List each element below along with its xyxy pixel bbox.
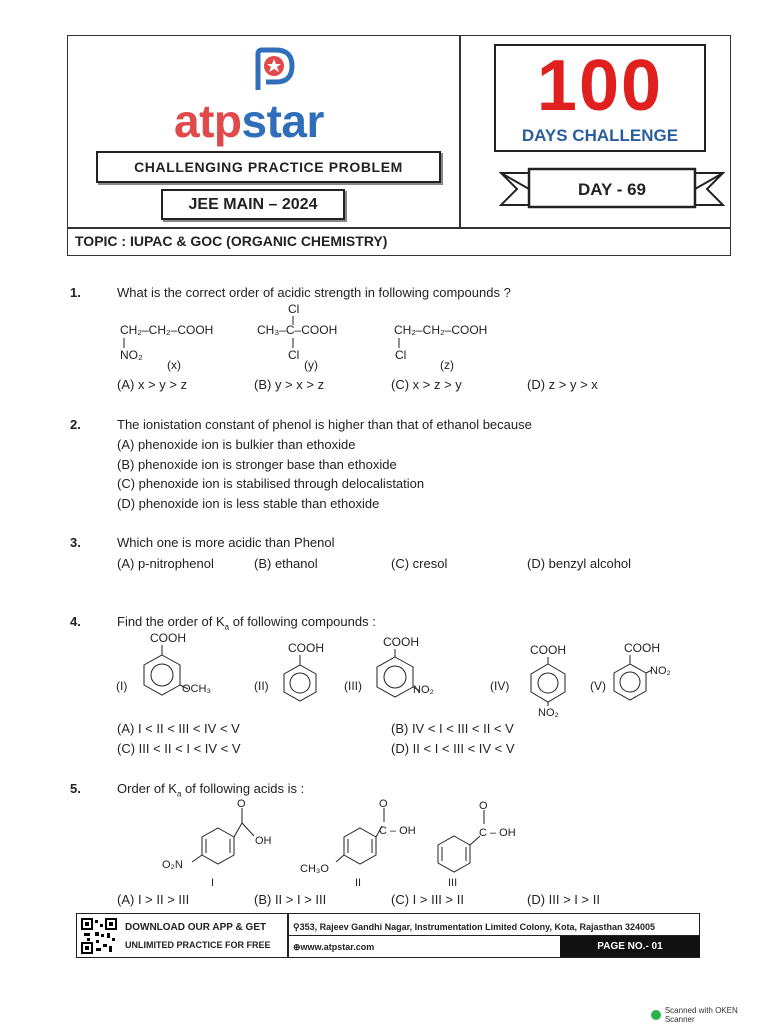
question-text: Find the order of $K_a$ of following compounds : xyxy=(117,614,376,632)
logo-icon xyxy=(246,46,296,98)
option: (A) p-nitrophenol xyxy=(117,556,214,571)
option: (C) phenoxide ion is stabilised through delocalistation xyxy=(117,476,425,491)
structure-label: (II) xyxy=(254,679,269,693)
challenge-box xyxy=(494,44,706,152)
structure-label: (V) xyxy=(590,679,606,693)
footer-address: ⚲353, Rajeev Gandhi Nagar, Instrumentation Limited Colony, Kota, Rajasthan 324005 xyxy=(293,922,656,932)
q5-structures xyxy=(150,796,570,888)
structure-label: (z) xyxy=(440,358,454,372)
option: (C) cresol xyxy=(391,556,448,571)
page-number: PAGE NO.- 01 xyxy=(560,936,700,957)
day-label: DAY - 69 xyxy=(577,180,647,199)
structure-substituent: NO₂ xyxy=(650,665,671,677)
question-number: 1. xyxy=(70,285,81,300)
question-text: What is the correct order of acidic strength in following compounds ? xyxy=(117,285,511,300)
structure-substituent: Cl xyxy=(395,348,407,362)
q4-structures xyxy=(110,630,690,720)
structure-top: COOH xyxy=(383,635,419,649)
option: (A) phenoxide ion is bulkier than ethoxide xyxy=(117,437,356,452)
option: (D) benzyl alcohol xyxy=(527,556,632,571)
structure-top: COOH xyxy=(150,631,186,645)
option: (D) phenoxide ion is less stable than ethoxide xyxy=(117,496,380,511)
structure-substituent: NO₂ xyxy=(120,348,143,362)
option: (B) ethanol xyxy=(254,556,318,571)
option: (C) I > III > II xyxy=(391,892,464,907)
structure-substituent: CH₃O xyxy=(300,863,329,875)
structure-label: (III) xyxy=(344,679,362,693)
structure-substituent: O₂N xyxy=(162,859,183,871)
header-divider xyxy=(459,36,461,227)
structure-label: (y) xyxy=(304,358,318,372)
footer-website[interactable]: ⊕www.atpstar.com xyxy=(293,942,375,952)
structure-substituent: NO₂ xyxy=(413,684,434,696)
option: (A) I > II > III xyxy=(117,892,190,907)
structure-main: CH₂–CH₂–COOH xyxy=(120,323,214,337)
acid-oxygen: O xyxy=(479,800,488,812)
q1-structures xyxy=(115,300,635,372)
option: (A) I < II < III < IV < V xyxy=(117,721,240,736)
exam-title: JEE MAIN – 2024 xyxy=(161,189,345,220)
scanner-watermark: Scanned with OKEN Scanner xyxy=(651,1006,768,1024)
option: (B) II > I > III xyxy=(254,892,327,907)
header-box xyxy=(67,35,731,256)
option: (C) x > z > y xyxy=(391,377,462,392)
acid-hydroxyl: C – OH xyxy=(379,825,416,837)
footer-app-text: DOWNLOAD OUR APP & GET xyxy=(125,922,267,933)
structure-label: II xyxy=(355,877,362,888)
question-number: 5. xyxy=(70,781,81,796)
structure-label: (IV) xyxy=(490,679,510,693)
structure-substituent: Cl xyxy=(288,348,300,362)
location-pin-icon: ⚲ xyxy=(293,922,300,932)
structure-label: (I) xyxy=(116,679,128,693)
option: (B) phenoxide ion is stronger base than ethoxide xyxy=(117,457,397,472)
footer-practice-text: UNLIMITED PRACTICE FOR FREE xyxy=(125,940,271,950)
question-number: 4. xyxy=(70,614,81,629)
question-text: Which one is more acidic than Phenol xyxy=(117,535,335,550)
option: (D) z > y > x xyxy=(527,377,598,392)
structure-top: COOH xyxy=(288,641,324,655)
scanner-logo-icon xyxy=(651,1010,661,1020)
acid-hydroxyl: OH xyxy=(255,835,272,847)
acid-oxygen: O xyxy=(237,798,246,810)
option: (B) y > x > z xyxy=(254,377,325,392)
option: (B) IV < I < III < II < V xyxy=(391,721,514,736)
structure-top: COOH xyxy=(530,643,566,657)
structure-substituent: NO₂ xyxy=(538,707,559,719)
structure-main: CH₂–CH₂–COOH xyxy=(394,323,488,337)
topic-line: TOPIC : IUPAC & GOC (ORGANIC CHEMISTRY) xyxy=(75,233,388,249)
option: (D) III > I > II xyxy=(527,892,600,907)
option: (D) II < I < III < IV < V xyxy=(391,741,515,756)
challenge-label: DAYS CHALLENGE xyxy=(521,126,679,145)
acid-hydroxyl: C – OH xyxy=(479,827,516,839)
question-number: 3. xyxy=(70,535,81,550)
globe-icon: ⊕ xyxy=(293,942,301,952)
qr-code-icon[interactable] xyxy=(81,918,117,954)
option: (C) III < II < I < IV < V xyxy=(117,741,241,756)
structure-top: Cl xyxy=(288,302,300,316)
structure-label: III xyxy=(448,877,458,888)
header-divider xyxy=(68,227,730,229)
question-text: Order of $K_a$ of following acids is : xyxy=(117,781,305,799)
practice-title: CHALLENGING PRACTICE PROBLEM xyxy=(96,151,441,183)
question-number: 2. xyxy=(70,417,81,432)
structure-substituent: OCH₃ xyxy=(182,683,211,695)
structure-label: I xyxy=(211,877,215,888)
structure-top: COOH xyxy=(624,641,660,655)
acid-oxygen: O xyxy=(379,798,388,810)
option: (A) x > y > z xyxy=(117,377,188,392)
structure-label: (x) xyxy=(167,358,181,372)
footer xyxy=(76,913,700,958)
question-text: The ionistation constant of phenol is higher than that of ethanol because xyxy=(117,417,532,432)
brand-name: atpstar xyxy=(174,95,324,147)
challenge-number: 100 xyxy=(536,46,664,126)
structure-main: CH₃–C–COOH xyxy=(257,323,338,337)
